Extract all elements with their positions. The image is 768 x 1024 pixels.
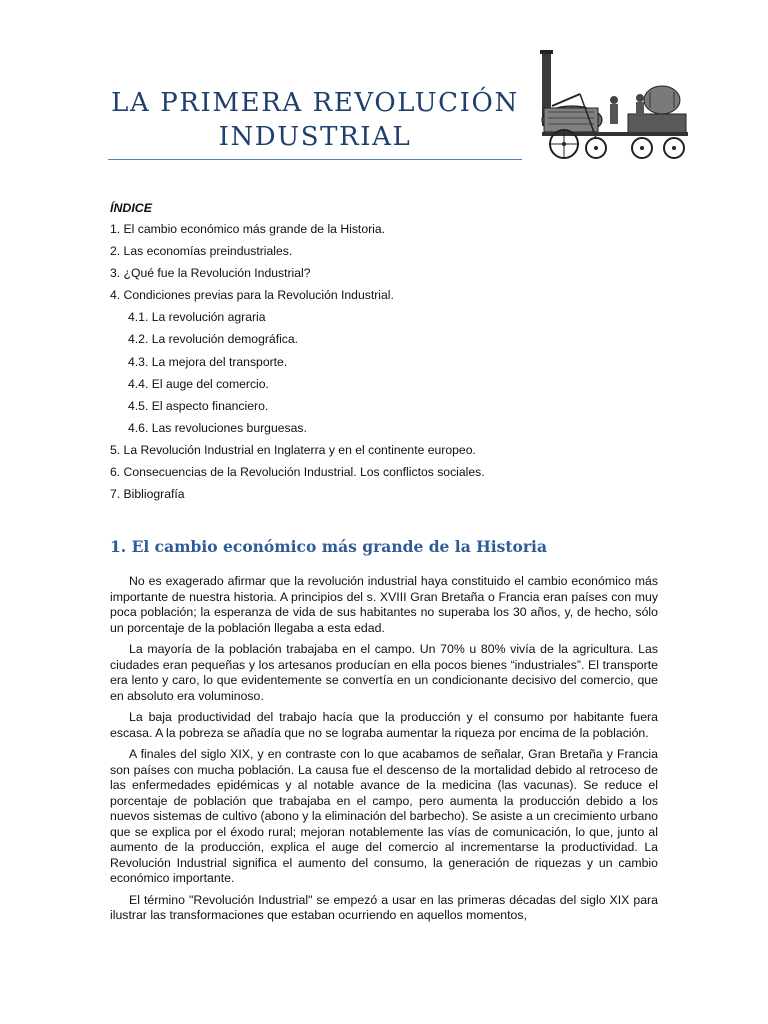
toc-item: 6. Consecuencias de la Revolución Industrial. Los conflictos sociales. [110,465,485,480]
paragraph: No es exagerado afirmar que la revolución industrial haya constituido el cambio económico más importante de nuestra historia. A principios del s. XVIII Gran Bretaña o Francia eran países con muy poca población; la esperanza de vida de sus habitantes no superaba los 30 años, y, de hecho, sólo un porcentaje de la población llegaba a esta edad. [110,574,658,635]
paragraph: El término "Revolución Industrial" se empezó a usar en las primeras décadas del siglo XIX para ilustrar las transformaciones que estaban ocurriendo en aquellos momentos, [110,892,658,922]
toc-list [110,218,670,505]
toc-subitem: 4.3. La mejora del transporte. [128,354,288,369]
paragraph: La mayoría de la población trabajaba en el campo. Un 70% u 80% vivía de la agricultura. Las ciudades eran pequeñas y los artesanos producían en ella pocos bienes “industriales”. El transporte era lento y caro, lo que evidentemente se convertía en un condicionante decisivo del comercio, que en absoluto era voluminoso. [110,642,658,703]
toc-item: 7. Bibliografía [110,487,185,502]
section-body [110,574,658,930]
paragraph: A finales del siglo XIX, y en contraste con lo que acabamos de señalar, Gran Bretaña y Francia son países con mucha población. La causa fue el descenso de la mortalidad debido al retroceso de las enfermedades epidémicas y al notable avance de la medicina (las vacunas). Se reduce el porcentaje de población que trabajaba en el campo, pero aumenta la producción debido a los nuevos sistemas de cultivo (abono y la eliminación del barbecho). Se asiste a un crecimiento urbano que se explica por el éxodo rural; mejoran notablemente las vías de comunicación, lo que, junto al aumento de la producción, explica el auge del comercio al incrementarse la productividad. La Revolución Industrial significa el aumento del consumo, la generación de riquezas y un cambio económico importante. [110,747,658,885]
toc-subitem: 4.6. Las revoluciones burguesas. [128,420,307,435]
paragraph: La baja productividad del trabajo hacía que la producción y el consumo por habitante fuera escasa. A la pobreza se añadía que no se lograba aumentar la riqueza por encima de la población. [110,710,658,740]
toc-heading: ÍNDICE [110,201,152,215]
toc-item: 2. Las economías preindustriales. [110,244,293,259]
steam-locomotive-icon [532,46,694,162]
toc-item: 5. La Revolución Industrial en Inglaterra y en el continente europeo. [110,442,476,457]
toc-subitem: 4.4. El auge del comercio. [128,376,269,391]
section-heading: 1. El cambio económico más grande de la Historia [110,537,547,556]
document-title: LA PRIMERA REVOLUCIÓN INDUSTRIAL [111,88,519,152]
toc-subitem: 4.2. La revolución demográfica. [128,332,299,347]
toc-subitem: 4.1. La revolución agraria [128,310,266,325]
table-of-contents [110,198,670,505]
toc-item: 3. ¿Qué fue la Revolución Industrial? [110,266,311,281]
toc-item: 4. Condiciones previas para la Revolución Industrial. [110,288,394,303]
title-divider [108,159,522,160]
toc-item: 1. El cambio económico más grande de la Historia. [110,222,386,236]
toc-subitem: 4.5. El aspecto financiero. [128,398,269,413]
